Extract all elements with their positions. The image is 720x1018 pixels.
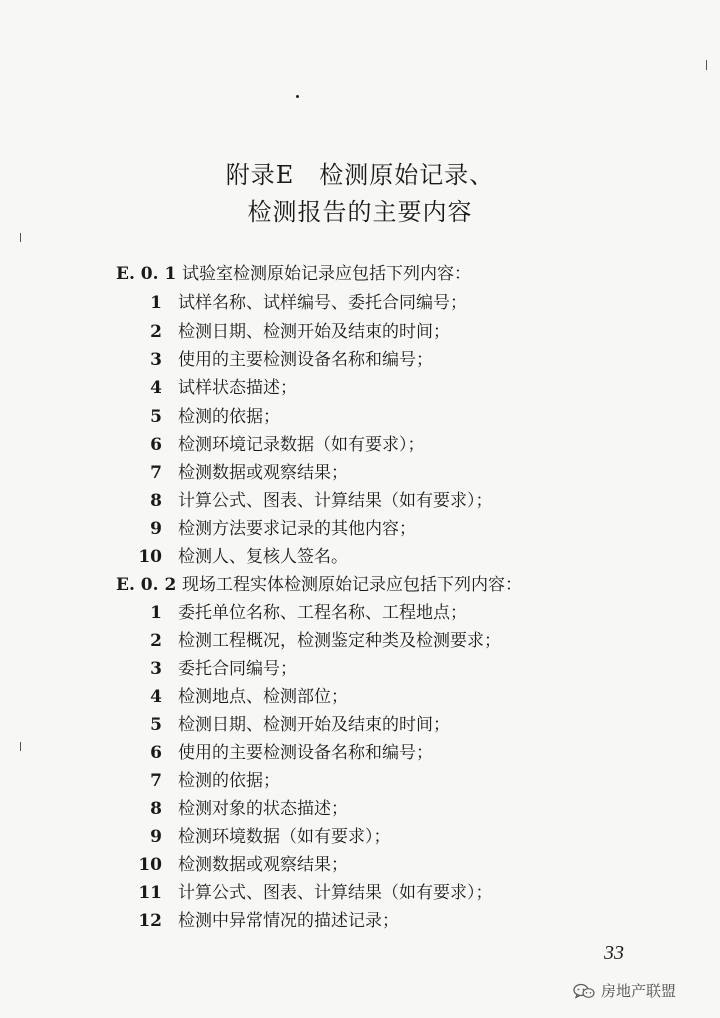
list-item: [122, 517, 416, 541]
item-text: 委托合同编号；: [178, 659, 297, 679]
list-item: [122, 769, 280, 793]
item-number: 7: [150, 771, 162, 791]
list-item: [122, 291, 467, 315]
scan-edge-mark: [706, 60, 707, 70]
item-number: 10: [138, 855, 162, 875]
item-number: 2: [150, 631, 162, 651]
list-item: [122, 713, 450, 737]
item-number: 10: [138, 547, 162, 567]
item-text: 试样名称、试样编号、委托合同编号；: [178, 293, 467, 313]
list-item: [122, 853, 348, 877]
item-number: 11: [138, 883, 162, 903]
item-number: 9: [150, 519, 162, 539]
section-number: E. 0. 2: [116, 575, 177, 595]
item-text: 使用的主要检测设备名称和编号；: [178, 350, 433, 370]
item-number: 9: [150, 827, 162, 847]
item-text: 检测数据或观察结果；: [178, 855, 348, 875]
item-number: 4: [150, 378, 162, 398]
list-item: [122, 405, 280, 429]
list-item: [122, 909, 399, 933]
list-item: [122, 320, 450, 344]
watermark: [573, 980, 676, 1001]
section-heading-text: 现场工程实体检测原始记录应包括下列内容：: [182, 575, 522, 595]
item-text: 检测日期、检测开始及结束的时间；: [178, 715, 450, 735]
item-text: 检测日期、检测开始及结束的时间；: [178, 322, 450, 342]
list-item: [122, 629, 501, 653]
item-number: 4: [150, 687, 162, 707]
list-item: [122, 376, 297, 400]
item-text: 试样状态描述；: [178, 378, 297, 398]
section-heading: [116, 262, 471, 286]
list-item: [122, 685, 348, 709]
item-text: 使用的主要检测设备名称和编号；: [178, 743, 433, 763]
item-number: 3: [150, 350, 162, 370]
scan-edge-mark: [20, 742, 21, 751]
appendix-title-line-2: 检测报告的主要内容: [247, 198, 473, 226]
item-number: 8: [150, 799, 162, 819]
page-number: 33: [604, 942, 624, 964]
item-number: 1: [150, 603, 162, 623]
scan-speck: [296, 95, 299, 98]
item-text: 检测对象的状态描述；: [178, 799, 348, 819]
item-text: 计算公式、图表、计算结果（如有要求）；: [178, 883, 493, 903]
item-number: 8: [150, 491, 162, 511]
item-text: 检测环境数据（如有要求）；: [178, 827, 391, 847]
item-text: 计算公式、图表、计算结果（如有要求）；: [178, 491, 493, 511]
item-text: 检测的依据；: [178, 771, 280, 791]
list-item: [122, 348, 433, 372]
scan-edge-mark: [20, 233, 21, 242]
list-item: [122, 489, 493, 513]
list-item: [122, 825, 391, 849]
list-item: [122, 461, 348, 485]
section-heading: [116, 573, 522, 597]
appendix-title-line-1: 附录E 检测原始记录、: [225, 161, 495, 189]
item-number: 2: [150, 322, 162, 342]
item-text: 检测人、复核人签名。: [178, 547, 348, 567]
item-text: 检测数据或观察结果；: [178, 463, 348, 483]
item-number: 5: [150, 407, 162, 427]
item-number: 3: [150, 659, 162, 679]
item-text: 检测中异常情况的描述记录；: [178, 911, 399, 931]
item-number: 12: [138, 911, 162, 931]
item-number: 5: [150, 715, 162, 735]
section-number: E. 0. 1: [116, 264, 177, 284]
list-item: [122, 657, 297, 681]
list-item: [122, 741, 433, 765]
item-text: 检测工程概况，检测鉴定种类及检测要求；: [178, 631, 501, 651]
item-number: 7: [150, 463, 162, 483]
item-text: 检测环境记录数据（如有要求）；: [178, 435, 425, 455]
list-item: [122, 601, 467, 625]
item-number: 6: [150, 435, 162, 455]
section-heading-text: 试验室检测原始记录应包括下列内容：: [182, 264, 471, 284]
watermark-text: 房地产联盟: [601, 982, 677, 1000]
item-text: 委托单位名称、工程名称、工程地点；: [178, 603, 467, 623]
wechat-icon: [573, 983, 595, 999]
item-number: 1: [150, 293, 162, 313]
list-item: [122, 881, 493, 905]
list-item: [122, 433, 425, 457]
list-item: [122, 797, 348, 821]
item-text: 检测方法要求记录的其他内容；: [178, 519, 416, 539]
item-text: 检测的依据；: [178, 407, 280, 427]
list-item: [122, 545, 348, 569]
item-number: 6: [150, 743, 162, 763]
item-text: 检测地点、检测部位；: [178, 687, 348, 707]
